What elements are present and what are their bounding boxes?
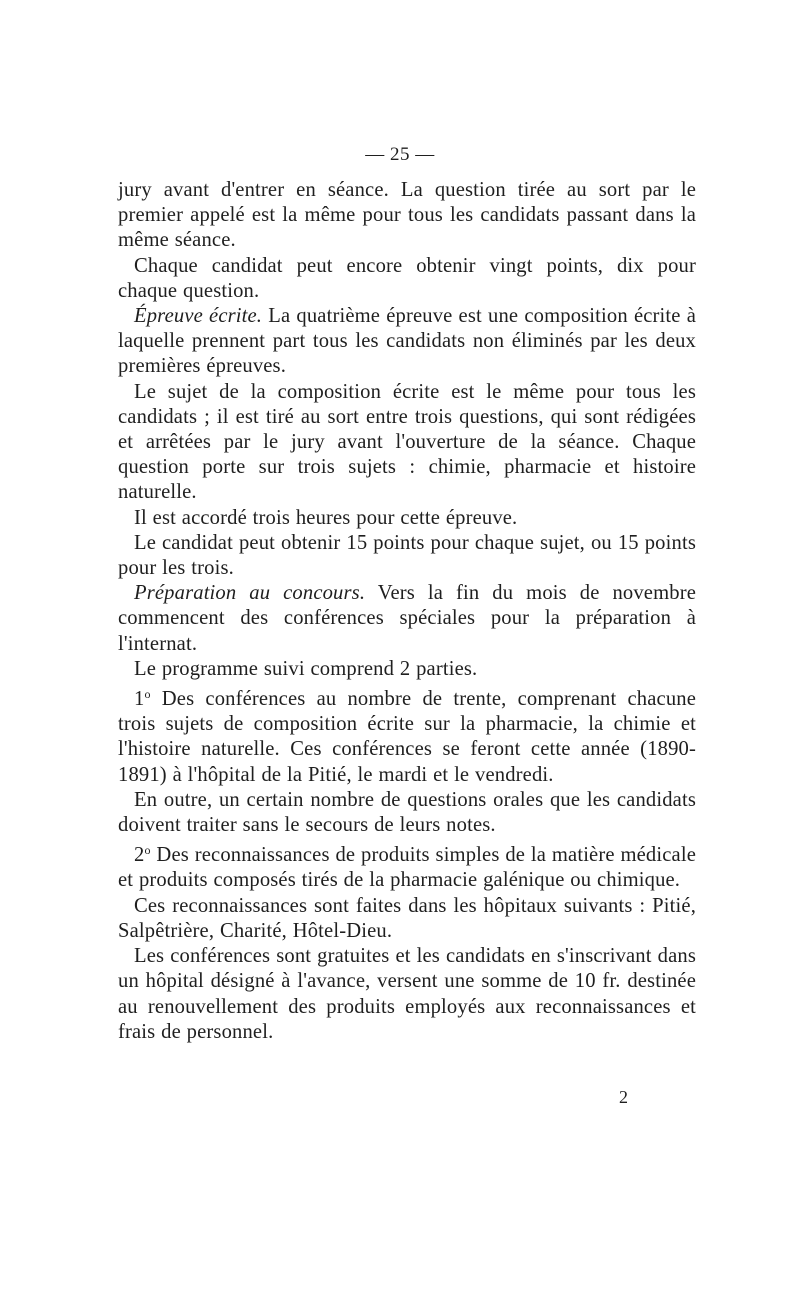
paragraph-text: Ces reconnaissances sont faites dans les hôpitaux suivants : Pitié, Salpêtrière, Charité, Hôtel-Dieu. bbox=[118, 894, 696, 942]
paragraph-written-exam bbox=[118, 304, 696, 380]
list-number: 2 bbox=[134, 844, 145, 867]
paragraph-points-oral bbox=[118, 254, 696, 304]
ordinal-superscript: o bbox=[144, 843, 151, 858]
paragraph-text: Il est accordé trois heures pour cette épreuve. bbox=[134, 506, 518, 529]
paragraph-three-hours bbox=[118, 506, 696, 531]
paragraph-program bbox=[118, 657, 696, 682]
paragraph-fees bbox=[118, 944, 696, 1045]
section-lead-italic: Préparation au concours. bbox=[134, 582, 366, 605]
paragraph-jury-continuation bbox=[118, 178, 696, 254]
paragraph-preparation bbox=[118, 581, 696, 657]
section-lead-italic: Épreuve écrite. bbox=[134, 305, 263, 328]
paragraph-composition-subject bbox=[118, 380, 696, 506]
paragraph-text: En outre, un certain nombre de questions orales que les candidats doivent traiter sans le secours de leurs notes. bbox=[118, 788, 696, 837]
paragraph-text: Le sujet de la composition écrite est le même pour tous les candidats ; il est tiré au sort entre trois questions, qui sont rédigées et arrêtées par le jury avant l'ouverture de la séance. Chaque question porte sur trois sujets : chimie, pharmacie et histoire naturelle. bbox=[118, 380, 696, 504]
paragraph-text: Des reconnaissances de produits simples de la matière médicale et produits composés tirés de la pharmacie galénique ou chimique. bbox=[118, 844, 696, 892]
paragraph-text: jury avant d'entrer en séance. La question tirée au sort par le premier appelé est la même pour tous les candidats passant dans la même séance. bbox=[118, 179, 696, 252]
paragraph-item-1 bbox=[118, 682, 696, 788]
paragraph-text: Le programme suivi comprend 2 parties. bbox=[134, 657, 478, 680]
paragraph-hospitals bbox=[118, 894, 696, 944]
paragraph-text: Vers la fin du mois de novembre commencent des conférences spéciales pour la préparation à l'internat. bbox=[118, 582, 697, 655]
paragraph-item-2 bbox=[118, 838, 696, 893]
page-number-header: — 25 — bbox=[365, 144, 435, 165]
paragraph-text: Chaque candidat peut encore obtenir vingt points, dix pour chaque question. bbox=[118, 254, 696, 302]
ordinal-superscript: o bbox=[144, 687, 151, 702]
printer-signature-mark: 2 bbox=[619, 1087, 628, 1107]
paragraph-written-points bbox=[118, 531, 696, 581]
list-number: 1 bbox=[134, 688, 145, 711]
paragraph-text: Les conférences sont gratuites et les candidats en s'inscrivant dans un hôpital désigné à l'avance, versent une somme de 10 fr. destinée au renouvellement des produits employés aux reconnaissances et frais de personnel. bbox=[118, 945, 696, 1043]
body-text bbox=[118, 178, 696, 1045]
paragraph-text: Des conférences au nombre de trente, comprenant chacune trois sujets de composition écrite sur la pharmacie, la chimie et l'histoire naturelle. Ces conférences se feront cette année (1890-1891) à l'hôpital de la Pitié, le mardi et le vendredi. bbox=[118, 688, 696, 786]
paragraph-text: Le candidat peut obtenir 15 points pour chaque sujet, ou 15 points pour les trois. bbox=[118, 531, 696, 580]
paragraph-text: La quatrième épreuve est une composition écrite à laquelle prennent part tous les candidats non éliminés par les deux premières épreuves. bbox=[118, 305, 696, 378]
paragraph-oral-questions bbox=[118, 788, 696, 838]
